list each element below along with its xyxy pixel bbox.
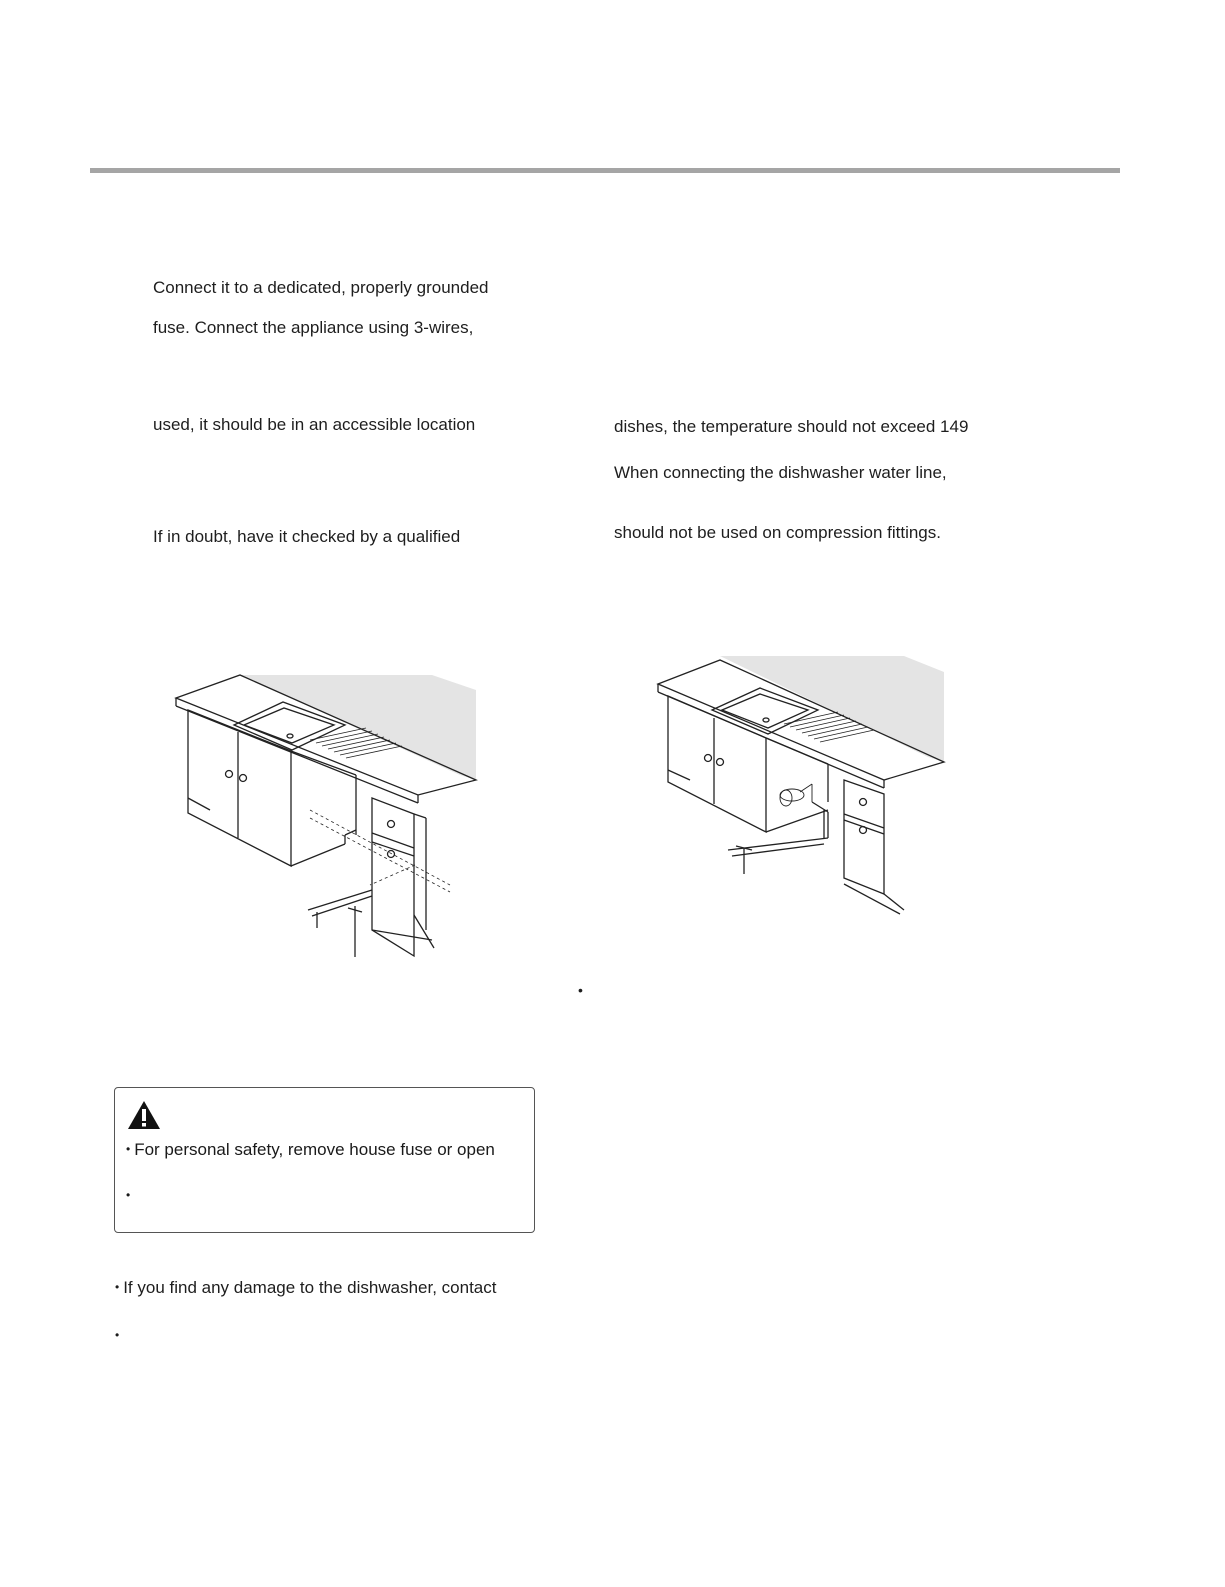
left-text-line-4: If in doubt, have it checked by a qualified <box>153 527 461 546</box>
header-rule <box>90 168 1120 173</box>
water-connection-illustration <box>652 652 952 922</box>
bullet: • <box>115 1280 120 1294</box>
note-item-1 <box>115 1277 497 1298</box>
left-text-line-3: used, it should be in an accessible location <box>153 415 476 434</box>
right-text-line-2: When connecting the dishwasher water line, <box>614 463 947 482</box>
bullet: • <box>115 1328 120 1342</box>
warning-item-1-text: For personal safety, remove house fuse or open <box>134 1140 495 1159</box>
right-bullet: • <box>578 982 583 998</box>
cabinet-opening-illustration <box>170 670 490 965</box>
bullet: • <box>126 1142 131 1156</box>
note-item-2 <box>115 1325 123 1346</box>
left-text-line-1: Connect it to a dedicated, properly grounded <box>153 278 489 297</box>
right-text-line-1: dishes, the temperature should not exceed 149 <box>614 417 969 436</box>
right-text-line-3: should not be used on compression fittings. <box>614 523 941 542</box>
warning-box <box>114 1087 535 1233</box>
bullet: • <box>126 1188 131 1202</box>
note-item-1-text: If you find any damage to the dishwasher, contact <box>123 1278 497 1297</box>
warning-triangle-icon <box>127 1100 161 1130</box>
warning-item-1 <box>126 1139 495 1160</box>
warning-item-2 <box>126 1185 134 1206</box>
left-text-line-2: fuse. Connect the appliance using 3-wires, <box>153 318 474 337</box>
